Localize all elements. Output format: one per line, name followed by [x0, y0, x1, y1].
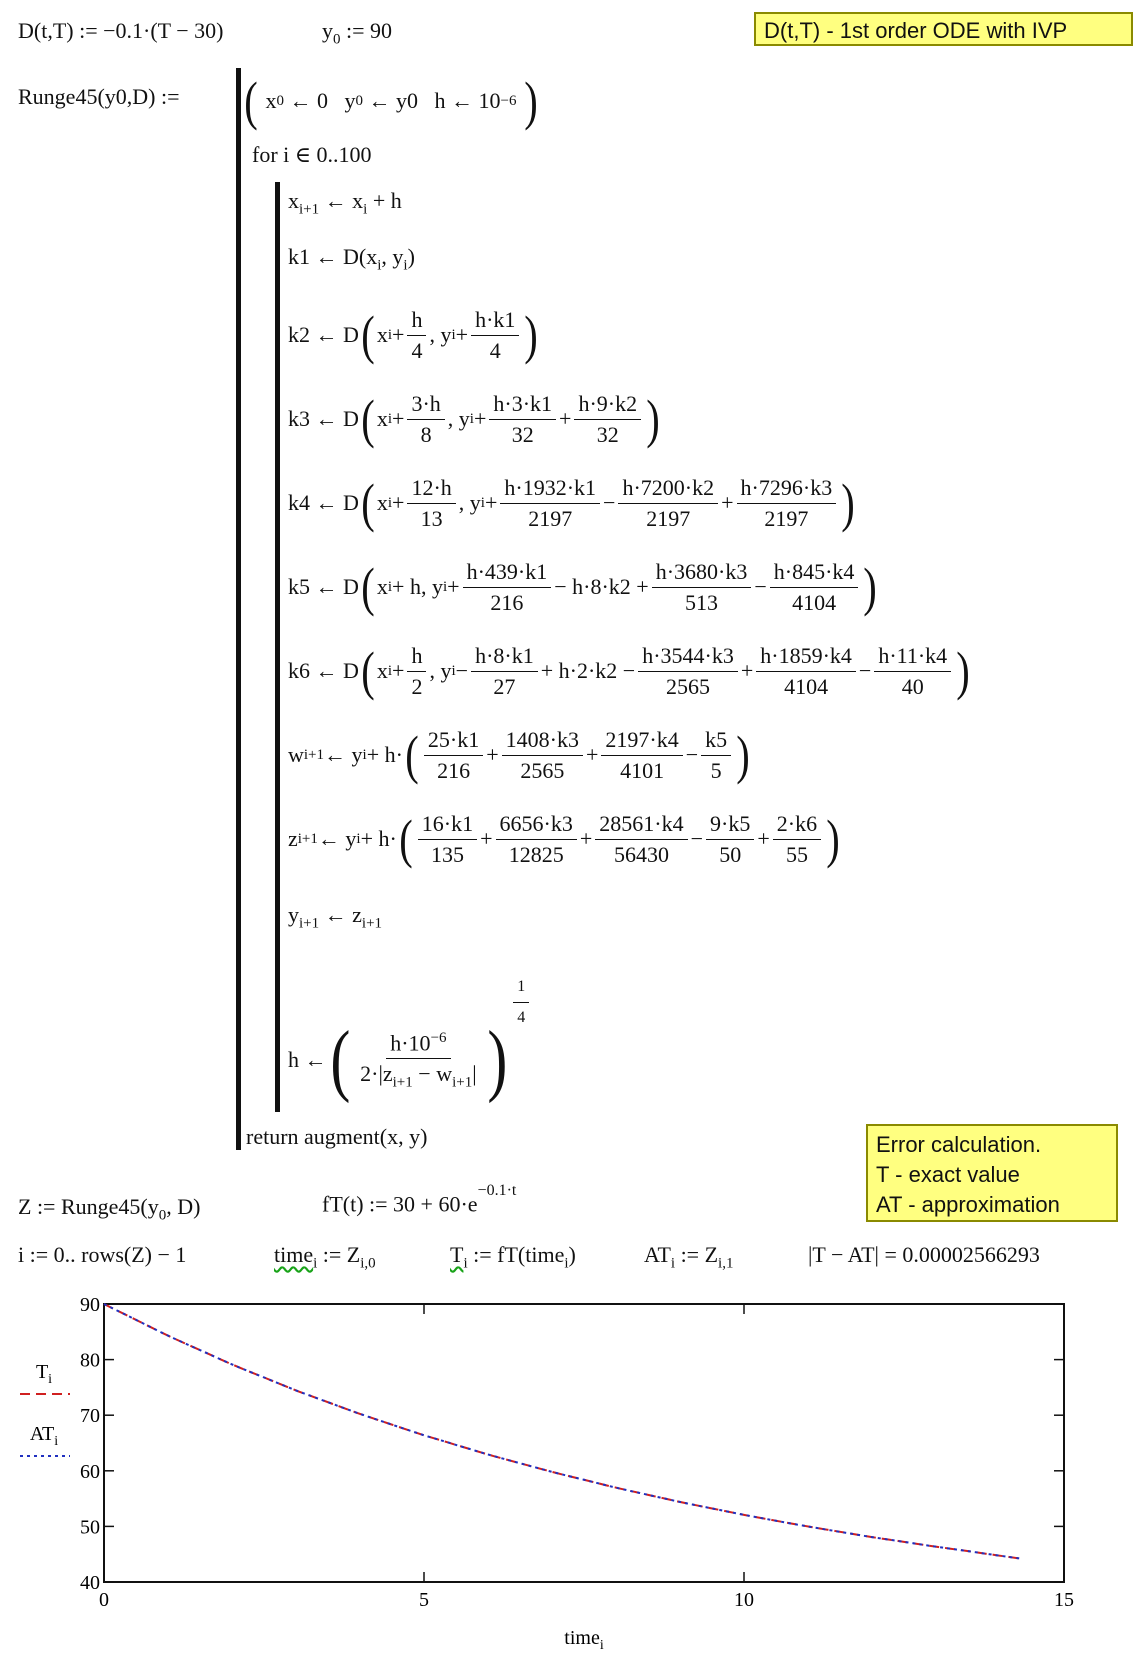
y-tick-label: 90	[80, 1294, 100, 1316]
error-value: = 0.00002566293	[884, 1242, 1040, 1267]
def-fT[interactable]: fT(t) := $30 + 60\cdot e^{-0.1\cdot t}$	[322, 1182, 517, 1217]
x-tick-label: 10	[734, 1589, 754, 1611]
x-tick-label: 0	[99, 1589, 109, 1611]
program-init[interactable]: ( x 0 ← 0 y 0 ← y0 h ← 10 −6 )	[244, 71, 538, 131]
line-z[interactable]: z i+1 ← y i + h· ( $\frac{16\cdot k1}{135}$ + $\frac{6656\cdot k3}{12825}$ + $\frac{28561\cdot k4}{56430}$ − $\frac{9\cdot k5}{50}$ + $\frac{2\cdot k6}{55}$ )	[288, 809, 840, 869]
def-D[interactable]: D(t,T) := −0.1·(T − 30)	[18, 18, 224, 43]
program-signature[interactable]: Runge45(y0,D) :=	[18, 84, 180, 109]
error-note-line-2: T - exact value	[876, 1162, 1020, 1187]
def-T[interactable]: $T_i$ := fT(time$_i$)	[450, 1242, 576, 1272]
def-time[interactable]: time$_i$ := $Z_{i,0}$	[274, 1242, 376, 1272]
y-tick-label: 80	[80, 1349, 100, 1372]
line-k5[interactable]: k5 ← D ( x i + h, y i + $\frac{h\cdot 439\cdot k1}{216}$ − h·8·k2 + $\frac{h\cdot 3680\cdot k3}{513}$ − $\frac{h\cdot 845\cdot k4}{4104}$ )	[288, 557, 878, 617]
x-axis-label: time$_i$	[564, 1627, 604, 1653]
legend-label-AT_i: $AT_i$	[29, 1423, 59, 1449]
def-AT[interactable]: $AT_i$ := $Z_{i,1}$	[644, 1242, 734, 1272]
line-k6[interactable]: k6 ← D ( x i + $\frac{h}{2}$ , y i − $\frac{h\cdot 8\cdot k1}{27}$ + h·2·k2 − $\frac{h\cdot 3544\cdot k3}{2565}$ + $\frac{h\cdot 1859\cdot k4}{4104}$ − $\frac{h\cdot 11\cdot k4}{40}$ )	[288, 641, 970, 701]
program-return[interactable]: return augment(x, y)	[246, 1124, 428, 1149]
line-w[interactable]: w i+1 ← y i + h· ( $\frac{25\cdot k1}{216}$ + $\frac{1408\cdot k3}{2565}$ + $\frac{2197\cdot k4}{4101}$ − $\frac{k5}{5}$ )	[288, 725, 750, 785]
line-k4[interactable]: k4 ← D ( x i + $\frac{12\cdot h}{13}$ , y i + $\frac{h\cdot 1932\cdot k1}{2197}$ − $\frac{h\cdot 7200\cdot k2}{2197}$ + $\frac{h\cdot 7296\cdot k3}{2197}$ )	[288, 473, 855, 533]
ode-note[interactable]	[754, 12, 1133, 46]
def-i-range[interactable]: i := 0.. rows(Z) − 1	[18, 1242, 187, 1267]
legend-label-T_i: $T_i$	[35, 1361, 53, 1387]
y-tick-label: 70	[80, 1405, 100, 1428]
line-k1[interactable]: k1 ← $D(x_i$, $y_i$)	[288, 244, 415, 274]
line-y-next[interactable]: $y_{i+1}$ ← $z_{i+1}$	[288, 902, 383, 932]
error-note-line-1: Error calculation.	[876, 1132, 1042, 1157]
error-note[interactable]	[866, 1124, 1118, 1222]
def-Z[interactable]: Z := $Runge45(y_0$, D)	[18, 1194, 201, 1224]
ode-note-text: D(t,T) - 1st order ODE with IVP	[764, 18, 1068, 43]
series-line-T_i	[104, 1304, 1019, 1558]
line-h[interactable]: h ← ( $\frac{h\cdot 10^{-6}}{2\cdot|z_{i+1} - w_{i+1}|}$ ) $\frac{1}{4}$	[288, 1010, 532, 1110]
error-expr-text: |T − AT|	[808, 1242, 879, 1267]
error-note-line-3: AT - approximation	[876, 1192, 1060, 1217]
program-bar-outer	[236, 68, 241, 1150]
line-x-next[interactable]: $x_{i+1}$ ← $x_i + h$	[288, 188, 402, 218]
line-k2[interactable]: k2 ← D ( x i + $\frac{h}{4}$ , y i + $\frac{h\cdot k1}{4}$ )	[288, 305, 539, 365]
program-bar-inner	[275, 182, 280, 1112]
x-tick-label: 15	[1054, 1589, 1074, 1611]
error-expression[interactable]	[808, 1242, 1040, 1268]
solution-plot[interactable]	[0, 1286, 1140, 1668]
y-tick-label: 40	[80, 1572, 100, 1594]
plot-frame	[104, 1304, 1064, 1582]
y-tick-label: 60	[80, 1460, 100, 1483]
line-k3[interactable]: k3 ← D ( x i + $\frac{3\cdot h}{8}$ , y i + $\frac{h\cdot 3\cdot k1}{32}$ + $\frac{h\cdot 9\cdot k2}{32}$ )	[288, 389, 660, 449]
program-loop[interactable]: for i ∈ 0..100	[252, 142, 372, 167]
def-y0[interactable]: $y_0$ := 90	[322, 18, 393, 48]
series-line-AT_i	[104, 1304, 1019, 1558]
x-tick-label: 5	[419, 1589, 429, 1611]
y-tick-label: 50	[80, 1516, 100, 1539]
